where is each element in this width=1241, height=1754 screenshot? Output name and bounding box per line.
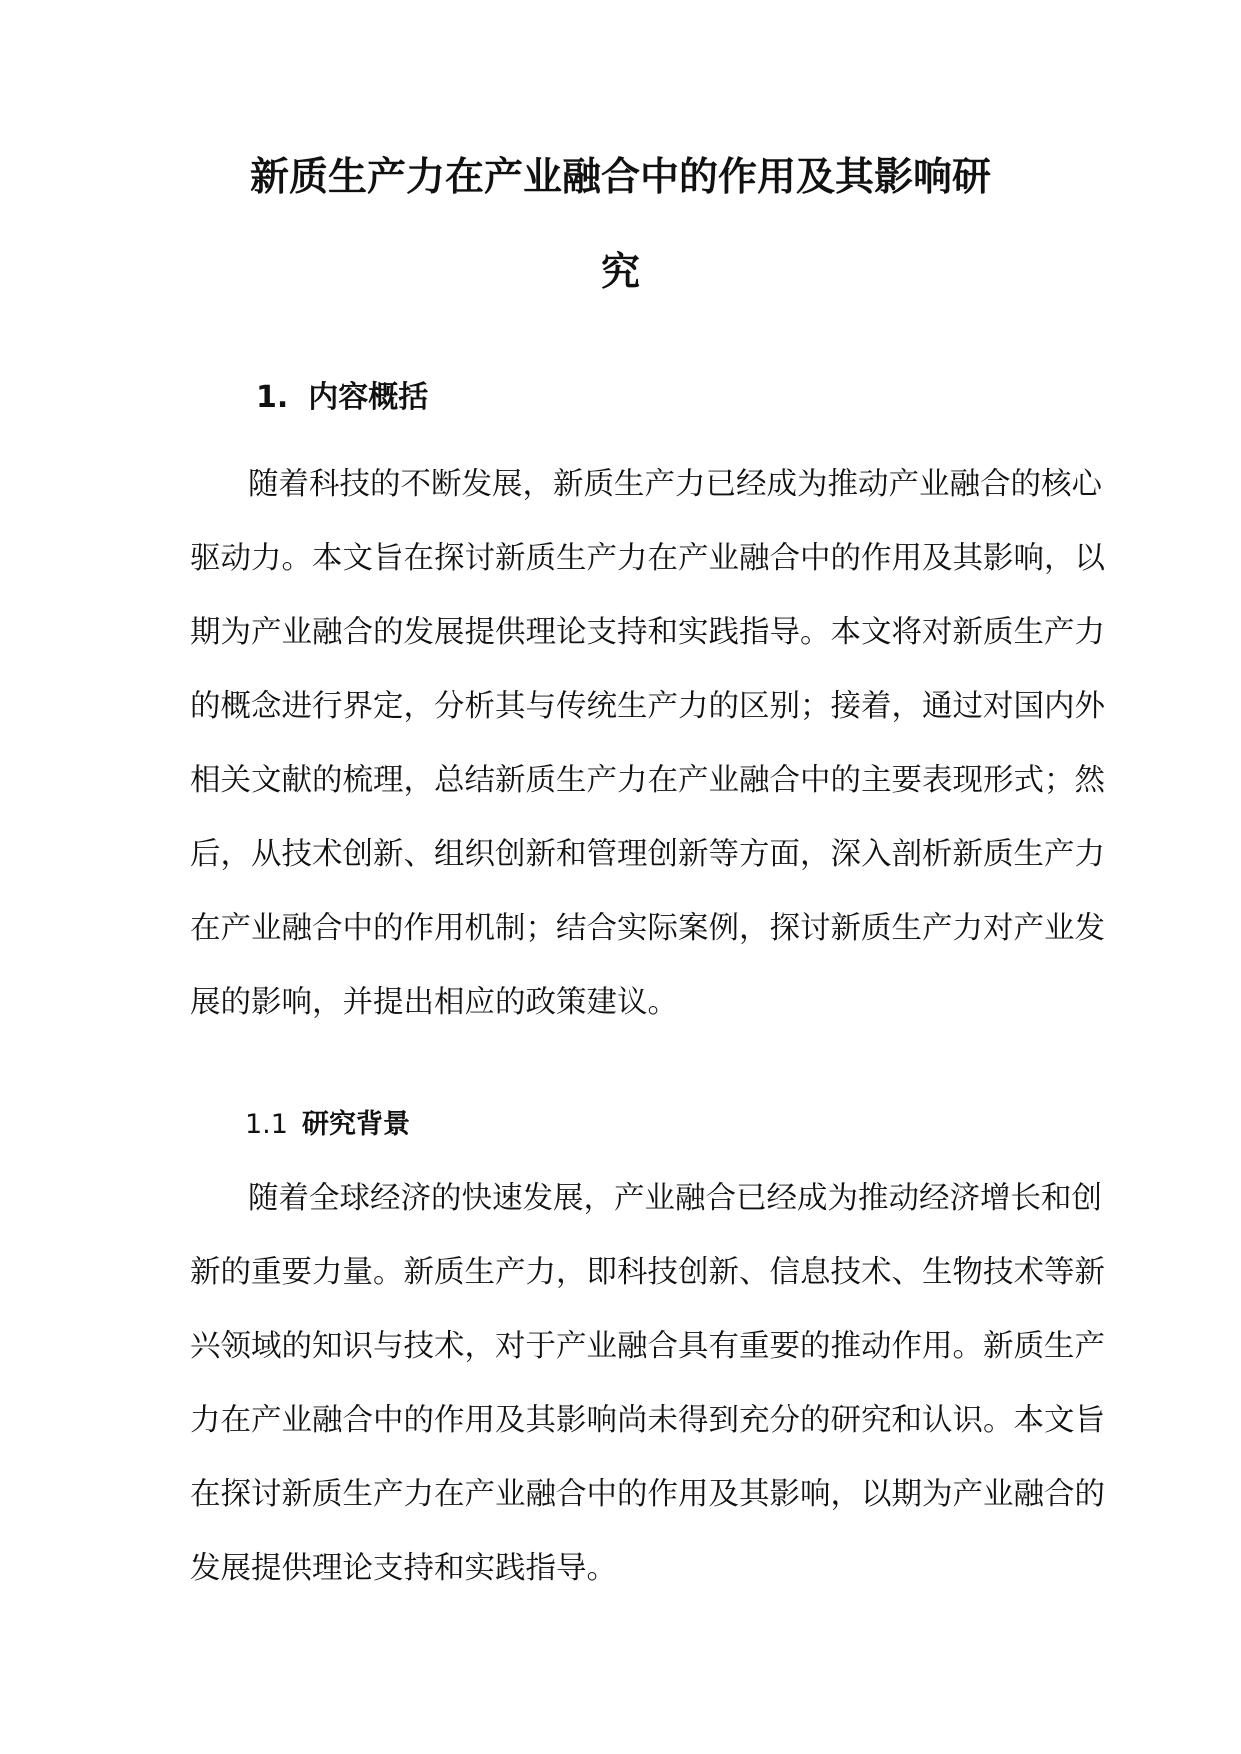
paragraph-line: 相关文献的梳理，总结新质生产力在产业融合中的主要表现形式；然 xyxy=(190,763,1105,798)
paragraph-line: 随着全球经济的快速发展，产业融合已经成为推动经济增长和创 xyxy=(248,1181,1102,1216)
paragraph-line: 兴领域的知识与技术，对于产业融合具有重要的推动作用。新质生产 xyxy=(190,1329,1105,1364)
document-title-line-1: 新质生产力在产业融合中的作用及其影响研 xyxy=(249,155,991,200)
paragraph-line: 期为产业融合的发展提供理论支持和实践指导。本文将对新质生产力 xyxy=(190,615,1105,650)
section-1-1-heading xyxy=(245,1102,410,1148)
paragraph-line: 力在产业融合中的作用及其影响尚未得到充分的研究和认识。本文旨 xyxy=(190,1403,1105,1438)
paragraph-line: 展的影响，并提出相应的政策建议。 xyxy=(190,985,678,1020)
section-1-1-title: 研究背景 xyxy=(301,1109,410,1140)
paragraph-line: 的概念进行界定，分析其与传统生产力的区别；接着，通过对国内外 xyxy=(190,689,1105,724)
paragraph-line: 在产业融合中的作用机制；结合实际案例，探讨新质生产力对产业发 xyxy=(190,911,1105,946)
paragraph-line: 新的重要力量。新质生产力，即科技创新、信息技术、生物技术等新 xyxy=(190,1255,1105,1290)
section-1-1-paragraph xyxy=(190,1162,1105,1606)
paragraph-line: 后，从技术创新、组织创新和管理创新等方面，深入剖析新质生产力 xyxy=(190,837,1105,872)
paragraph-line: 发展提供理论支持和实践指导。 xyxy=(190,1551,617,1586)
paragraph-line: 随着科技的不断发展，新质生产力已经成为推动产业融合的核心 xyxy=(248,467,1102,502)
section-1-paragraph xyxy=(190,448,1105,1040)
section-1-number: 1. xyxy=(256,380,289,415)
section-1-heading xyxy=(256,373,428,423)
section-1-title: 内容概括 xyxy=(308,380,429,415)
document-title-line-2: 究 xyxy=(600,250,640,295)
paragraph-line: 在探讨新质生产力在产业融合中的作用及其影响，以期为产业融合的 xyxy=(190,1477,1105,1512)
section-1-1-number: 1.1 xyxy=(245,1109,288,1140)
paragraph-line: 驱动力。本文旨在探讨新质生产力在产业融合中的作用及其影响，以 xyxy=(190,541,1105,576)
